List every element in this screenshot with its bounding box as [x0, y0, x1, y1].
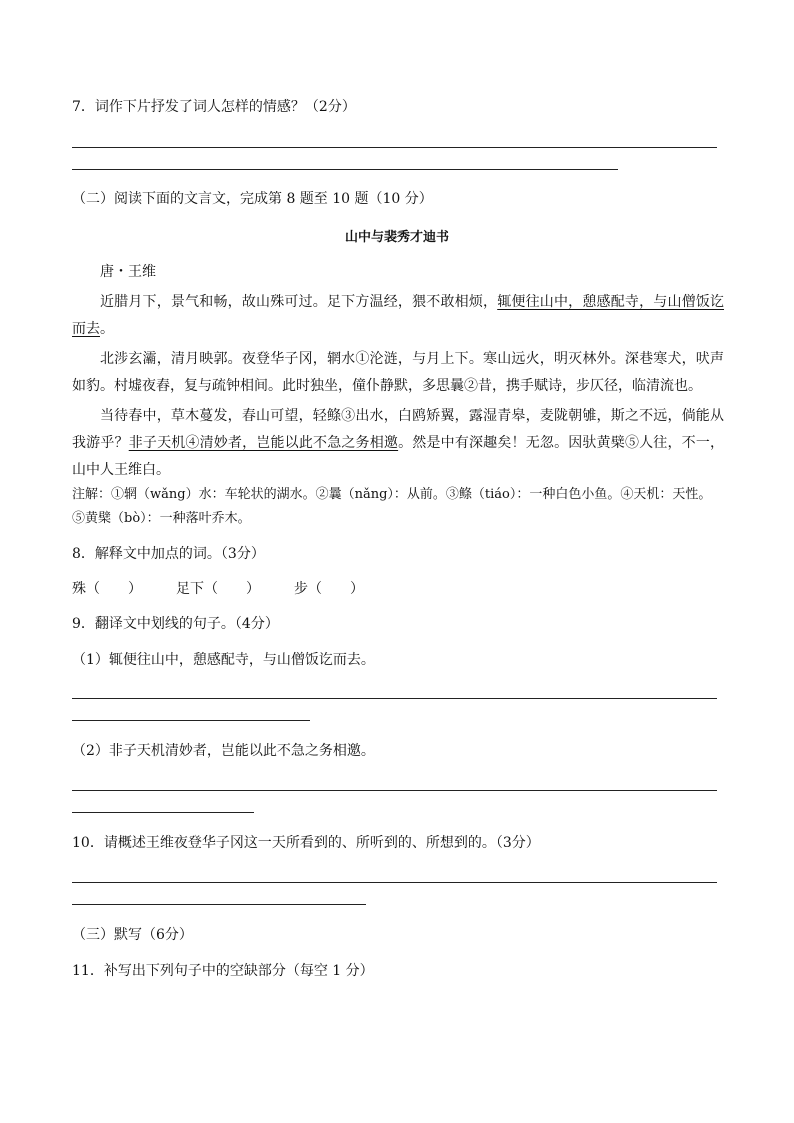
underlined-sentence: 辄便往山中，憩感配寺，与山僧饭讫而去	[72, 294, 725, 337]
answer-line	[72, 698, 717, 699]
paragraph-text: 当待春中，草木蔓发，春山可望，轻鲦③出水，白鸥矫翼，露湿青皋，麦陇朝雊，斯之不远，倘能从我游乎？	[72, 408, 724, 451]
answer-line	[72, 790, 717, 791]
sub-question: （2）非子天机清妙者，岂能以此不急之务相邀。	[72, 743, 375, 759]
question-8: 8．解释文中加点的词。（3分）	[72, 546, 265, 562]
passage-paragraph	[72, 403, 724, 484]
blank-item: 殊（ ）	[72, 581, 142, 597]
underlined-sentence: 非子天机④清妙者，岂能以此不急之务相邀	[128, 435, 399, 451]
answer-line	[72, 904, 366, 905]
answer-line	[72, 812, 254, 813]
paragraph-text: 。	[100, 321, 114, 337]
question-9: 9．翻译文中划线的句子。（4分）	[72, 616, 279, 632]
answer-line	[72, 169, 618, 170]
answer-line	[72, 720, 310, 721]
question-7: 7．词作下片抒发了词人怎样的情感？（2分）	[72, 99, 356, 115]
section-heading: （三）默写（6分）	[72, 927, 193, 943]
paragraph-text: 。然是中有深趣矣！无忽。因驮黄檗⑤人往，不一，山中人王维白。	[72, 435, 725, 478]
word-blanks	[72, 578, 364, 598]
passage-paragraph	[72, 289, 724, 343]
sub-question: （1）辄便往山中，憩感配寺，与山僧饭讫而去。	[72, 652, 375, 668]
question-10: 10．请概述王维夜登华子冈这一天所看到的、所听到的、所想到的。（3分）	[72, 835, 540, 851]
answer-line	[72, 882, 717, 883]
question-11: 11．补写出下列句子中的空缺部分（每空 1 分）	[72, 963, 374, 979]
paragraph-text: 近腊月下，景气和畅，故山殊可过。足下方温经，猥不敢相烦，	[100, 294, 498, 310]
blank-item: 足下（ ）	[176, 581, 260, 597]
blank-item: 步（ ）	[294, 581, 364, 597]
annotation-notes: 注解：①辋（wǎng）水：车轮状的湖水。②曩（nǎng）：从前。③鲦（tiáo）：一种白色小鱼。④天机：天性。⑤黄檗（bò）：一种落叶乔木。	[72, 487, 712, 526]
passage-title: 山中与裴秀才迪书	[344, 230, 449, 245]
passage-paragraph: 北涉玄灞，清月映郭。夜登华子冈，辋水①沦涟，与月上下。寒山远火，明灭林外。深巷寒犬，吠声如豹。村墟夜舂，复与疏钟相间。此时独坐，僮仆静默，多思曩②昔，携手赋诗，步仄径，临清流也。	[72, 351, 724, 394]
passage-author: 唐・王维	[100, 264, 156, 280]
section-heading: （二）阅读下面的文言文，完成第 8 题至 10 题（10 分）	[72, 191, 433, 207]
answer-line	[72, 147, 717, 148]
